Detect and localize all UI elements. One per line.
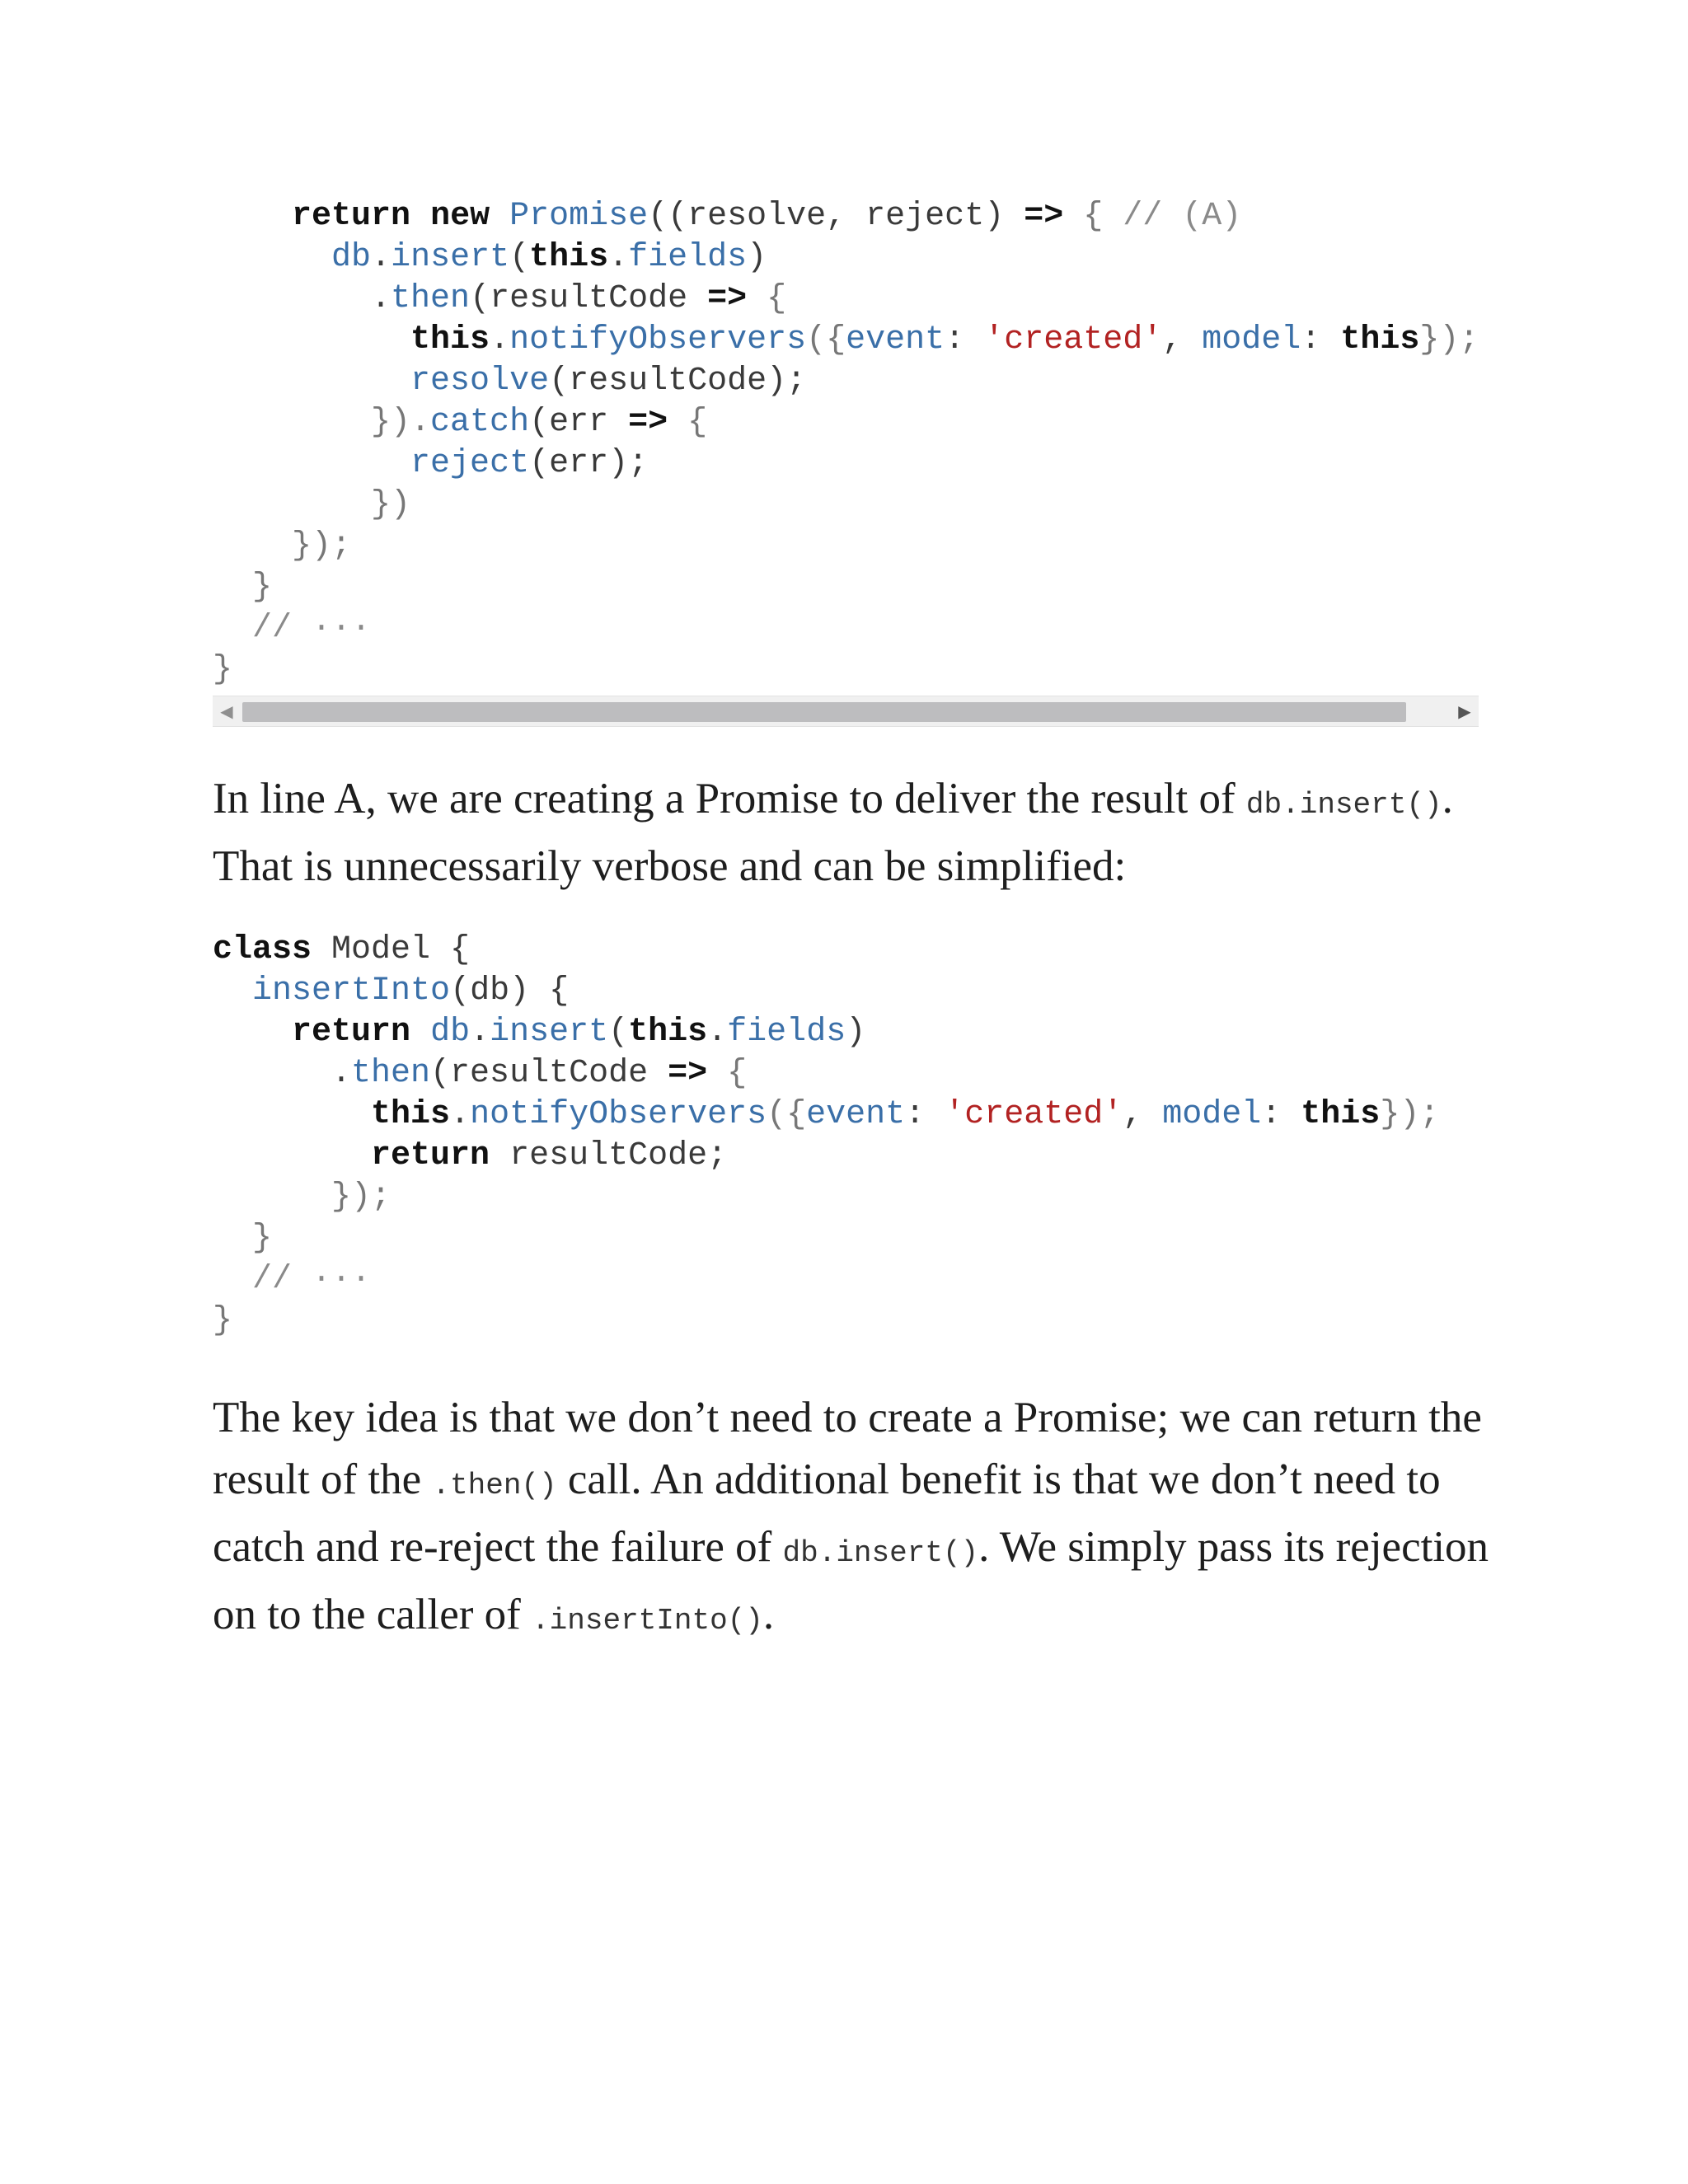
code-token: }: [213, 569, 273, 606]
code-token: .: [450, 1096, 471, 1133]
code-token: {: [747, 280, 787, 317]
code-line: [213, 1259, 1439, 1301]
scroll-left-arrow-icon[interactable]: ◀: [220, 701, 233, 721]
scroll-right-arrow-icon[interactable]: ▶: [1458, 701, 1471, 721]
code-token: {: [1063, 198, 1123, 235]
code-token: catch: [430, 404, 530, 441]
code-token: :: [945, 321, 985, 359]
scrollbar-thumb[interactable]: [242, 702, 1406, 722]
code-line: [213, 402, 1479, 443]
inline-code: db.insert(): [782, 1536, 979, 1570]
inline-code: .insertInto(): [532, 1604, 763, 1638]
code-token: // ···: [213, 1261, 372, 1298]
code-line: [213, 930, 1439, 971]
code-token: new: [430, 198, 490, 235]
code-token: fields: [628, 239, 748, 276]
code-line: [213, 1177, 1439, 1218]
code-token: (resultCode: [470, 280, 708, 317]
code-token: }: [213, 651, 233, 688]
code-token: (: [509, 239, 530, 276]
code-token: event: [806, 1096, 906, 1133]
code-line: [213, 196, 1479, 237]
code-token: .: [707, 1014, 728, 1051]
code-token: ): [747, 239, 767, 276]
code-token: insert: [490, 1014, 609, 1051]
code-token: return: [292, 1014, 411, 1051]
code-token: .: [470, 1014, 490, 1051]
code-token: });: [1380, 1096, 1440, 1133]
code-line: [213, 320, 1479, 361]
code-line: [213, 443, 1479, 485]
code-token: (: [608, 1014, 629, 1051]
code-line: [213, 1094, 1439, 1136]
code-token: this: [529, 239, 609, 276]
code-token: 'created': [945, 1096, 1123, 1133]
code-token: .: [608, 239, 629, 276]
code-token: [213, 198, 292, 235]
code-line: [213, 971, 1439, 1012]
code-token: class: [213, 931, 312, 968]
code-token: .: [490, 321, 510, 359]
code-token: :: [905, 1096, 945, 1133]
paragraph-key-idea: [213, 1387, 1498, 1652]
code-token: ,: [1123, 1096, 1163, 1133]
code-token: resolve: [410, 363, 550, 400]
code-token: =>: [1024, 198, 1064, 235]
code-token: :: [1301, 321, 1341, 359]
paragraph-text: . We simply pass its rejection on to the caller of: [213, 1523, 1489, 1638]
code-token: .: [213, 1055, 352, 1092]
code-token: });: [213, 1179, 392, 1216]
paragraph-text: In line A, we are creating a Promise to deliver the result of: [213, 775, 1246, 823]
code-block-simplified-model: [213, 930, 1439, 1342]
code-token: model: [1162, 1096, 1262, 1133]
code-token: });: [1419, 321, 1479, 359]
paragraph-line-a-explanation: [213, 768, 1498, 898]
code-token: model: [1202, 321, 1301, 359]
code-token: =>: [668, 1055, 708, 1092]
code-token: // (A): [1123, 198, 1242, 235]
code-token: {: [707, 1055, 748, 1092]
paragraph-text: . That is unnecessarily verbose and can be simplified:: [213, 775, 1453, 890]
paragraph-text: call. An additional benefit is that we don’t need to catch and re-reject the failure of: [213, 1455, 1441, 1571]
code-token: // ···: [213, 610, 372, 647]
code-token: insertInto: [252, 972, 451, 1010]
code-token: [213, 1137, 371, 1174]
code-token: }: [213, 1220, 273, 1257]
code-line: [213, 567, 1479, 608]
code-token: ): [846, 1014, 866, 1051]
code-token: db: [331, 239, 372, 276]
code-line: [213, 1053, 1439, 1094]
code-token: 'created': [984, 321, 1163, 359]
code-line: [213, 1218, 1439, 1259]
code-line: [213, 526, 1479, 567]
code-token: [213, 1014, 292, 1051]
code-line: [213, 237, 1479, 279]
code-token: (err: [529, 404, 629, 441]
code-token: then: [391, 280, 471, 317]
code-token: Model {: [312, 931, 471, 968]
code-token: .: [213, 280, 392, 317]
code-line: [213, 485, 1479, 526]
code-line: [213, 361, 1479, 402]
code-token: .: [371, 239, 392, 276]
code-token: then: [351, 1055, 431, 1092]
code-token: [490, 198, 509, 235]
code-token: :: [1261, 1096, 1301, 1133]
code-token: ({: [767, 1096, 807, 1133]
code-token: (resultCode: [430, 1055, 668, 1092]
code-block-horizontal-scrollbar[interactable]: [213, 696, 1479, 727]
code-token: {: [668, 404, 708, 441]
code-token: ,: [1162, 321, 1203, 359]
code-token: insert: [391, 239, 510, 276]
code-token: this: [371, 1096, 451, 1133]
code-token: this: [1340, 321, 1420, 359]
code-line: [213, 649, 1479, 691]
code-token: event: [846, 321, 945, 359]
code-token: this: [628, 1014, 708, 1051]
code-token: (db) {: [450, 972, 570, 1010]
inline-code: .then(): [432, 1469, 557, 1502]
paragraph-text: The key idea is that we don’t need to create a Promise; we can return the result of the: [213, 1394, 1482, 1503]
code-token: this: [410, 321, 490, 359]
inline-code: db.insert(): [1245, 788, 1442, 822]
code-token: return: [292, 198, 411, 235]
code-token: }: [213, 1302, 233, 1339]
code-token: [213, 321, 410, 359]
code-token: =>: [707, 280, 748, 317]
code-token: db: [430, 1014, 471, 1051]
code-token: fields: [727, 1014, 846, 1051]
code-token: [213, 445, 410, 482]
code-token: });: [213, 527, 352, 565]
code-line: [213, 1301, 1439, 1342]
code-block-promise-wrapper: [213, 196, 1479, 691]
code-token: return: [371, 1137, 490, 1174]
code-token: this: [1301, 1096, 1381, 1133]
code-token: resultCode;: [490, 1137, 728, 1174]
code-token: notifyObservers: [470, 1096, 767, 1133]
code-line: [213, 279, 1479, 320]
code-token: [410, 198, 430, 235]
code-token: (err);: [529, 445, 649, 482]
code-token: [213, 363, 410, 400]
code-token: [410, 1014, 430, 1051]
code-token: [213, 1096, 371, 1133]
code-token: ((resolve, reject): [648, 198, 1025, 235]
code-token: =>: [628, 404, 668, 441]
code-line: [213, 1012, 1439, 1053]
code-token: (resultCode);: [549, 363, 807, 400]
code-token: [213, 972, 252, 1010]
code-token: }): [213, 486, 411, 523]
code-token: ({: [806, 321, 846, 359]
code-token: reject: [410, 445, 530, 482]
code-token: Promise: [509, 198, 649, 235]
paragraph-text: .: [762, 1591, 775, 1638]
code-line: [213, 1136, 1439, 1177]
code-token: [213, 239, 331, 276]
code-line: [213, 608, 1479, 649]
code-token: }).: [213, 404, 431, 441]
code-token: notifyObservers: [509, 321, 807, 359]
